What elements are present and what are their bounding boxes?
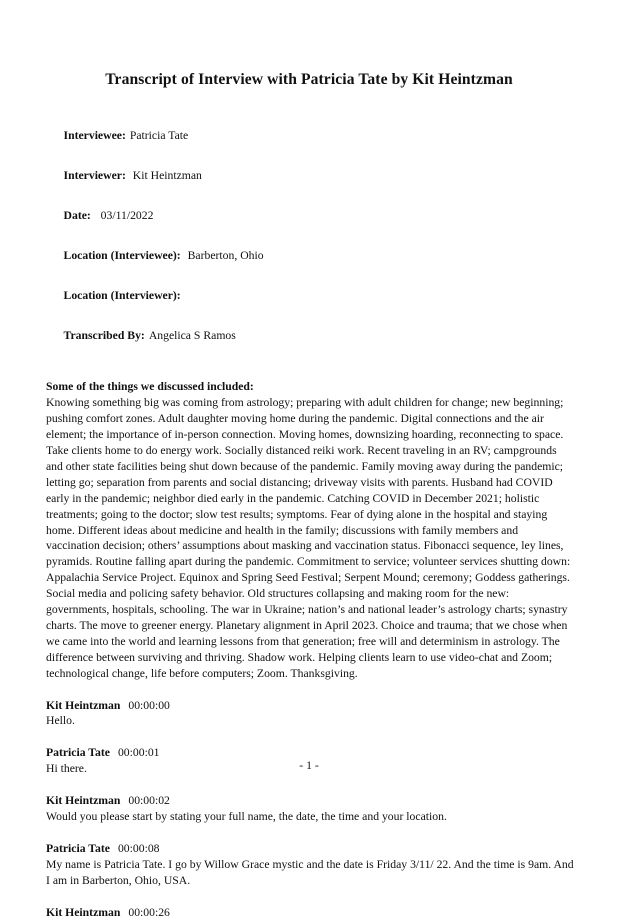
speaker-timestamp: 00:00:26	[128, 905, 170, 919]
speaker-line	[46, 793, 574, 809]
meta-label: Location (Interviewee):	[63, 248, 181, 262]
speaker-line	[46, 905, 574, 921]
meta-label: Interviewee:	[63, 129, 126, 143]
meta-transcriber	[46, 315, 572, 355]
dialogue-entry	[46, 698, 574, 730]
summary-heading: Some of the things we discussed included:	[46, 380, 254, 394]
speaker-name: Patricia Tate	[46, 842, 110, 855]
meta-interviewer	[46, 156, 572, 196]
speaker-name: Kit Heintzman	[46, 794, 121, 808]
speech-text: Would you please start by stating your full name, the date, the time and your location.	[46, 810, 447, 824]
speaker-timestamp: 00:00:02	[128, 794, 170, 808]
meta-value: Angelica S Ramos	[148, 328, 236, 342]
meta-value: Patricia Tate	[129, 129, 189, 143]
speaker-timestamp: 00:00:00	[128, 698, 170, 712]
speaker-name: Kit Heintzman	[46, 905, 121, 919]
speaker-line	[46, 698, 574, 714]
dialogue-entry	[46, 841, 574, 889]
meta-date	[46, 196, 572, 236]
meta-label: Transcribed By:	[63, 328, 145, 342]
meta-value: Kit Heintzman	[129, 169, 202, 183]
discussion-summary	[46, 379, 574, 681]
meta-value: Barberton, Ohio	[184, 248, 264, 262]
speech-text: My name is Patricia Tate. I go by Willow Grace mystic and the date is Friday 3/11/ 22. And the time is 9am. And I am in Barberton, Ohio, USA.	[46, 857, 574, 887]
meta-location-interviewer	[46, 276, 572, 316]
meta-value: 03/11/2022	[94, 209, 154, 223]
meta-interviewee	[46, 116, 572, 156]
speech-text: Hi there.	[46, 762, 87, 776]
speaker-name: Patricia Tate	[46, 746, 110, 760]
meta-label: Date:	[63, 209, 91, 223]
speaker-timestamp: 00:00:08	[117, 842, 160, 855]
page-number: - 1 -	[299, 759, 319, 772]
meta-label: Interviewer:	[63, 169, 126, 183]
speaker-timestamp: 00:00:01	[117, 746, 160, 760]
page-title: Transcript of Interview with Patricia Tate by Kit Heintzman	[105, 71, 513, 88]
meta-location-interviewee	[46, 236, 572, 276]
speaker-name: Kit Heintzman	[46, 698, 121, 712]
summary-text: Knowing something big was coming from astrology; preparing with adult children for change; new beginning; pushing comfort zones. Adult daughter moving home during the pandemic. Digital connections and the air element; the importance of in-person connection. Moving homes, downsizing hoarding, reconnecting to space. Take clients home to do energy work. Socially distanced reiki work. Recent traveling in an RV; campgrounds and other state facilities being shut down because of the pandemic. Family moving away during the pandemic; letting go; separation from parents and social distancing; driveway visits with parents. Husband had COVID early in the pandemic; neighbor died early in the pandemic. Catching COVID in December 2021; holistic treatments; going to the doctor; slow test results; symptoms. Fear of dying alone in the hospital and staying home. Different ideas about medicine and health in the family; discussions with family members and vaccination decision; others’ assumptions about masking and vaccination status. Fibonacci sequence, ley lines, pyramids. Routine falling apart during the pandemic. Commitment to service; volunteer services shutting down: Appalachia Service Project. Equinox and Spring Seed Festival; Serpent Mound; ceremony; Goddess gatherings. Social media and policing safety behavior. Old structures collapsing and making room for the new: governments, hospitals, schooling. The war in Ukraine; nation’s and national leader’s astrology charts; synastry charts. The move to greener energy. Planetary alignment in April 2023. Choice and trauma; that we chose when we came into the world and learning lessons from that generation; free will and determinism in astrology. The difference between surviving and thriving. Shadow work. Helping clients learn to use video-chat and Zoom; technological change, life before computers; Zoom. Thanksgiving.	[46, 396, 571, 680]
dialogue-entry	[46, 905, 574, 921]
speaker-line	[46, 841, 574, 857]
meta-label: Location (Interviewer):	[63, 288, 181, 302]
dialogue-entry	[46, 793, 574, 825]
speech-text: Hello.	[46, 714, 75, 728]
interview-metadata	[46, 116, 572, 355]
